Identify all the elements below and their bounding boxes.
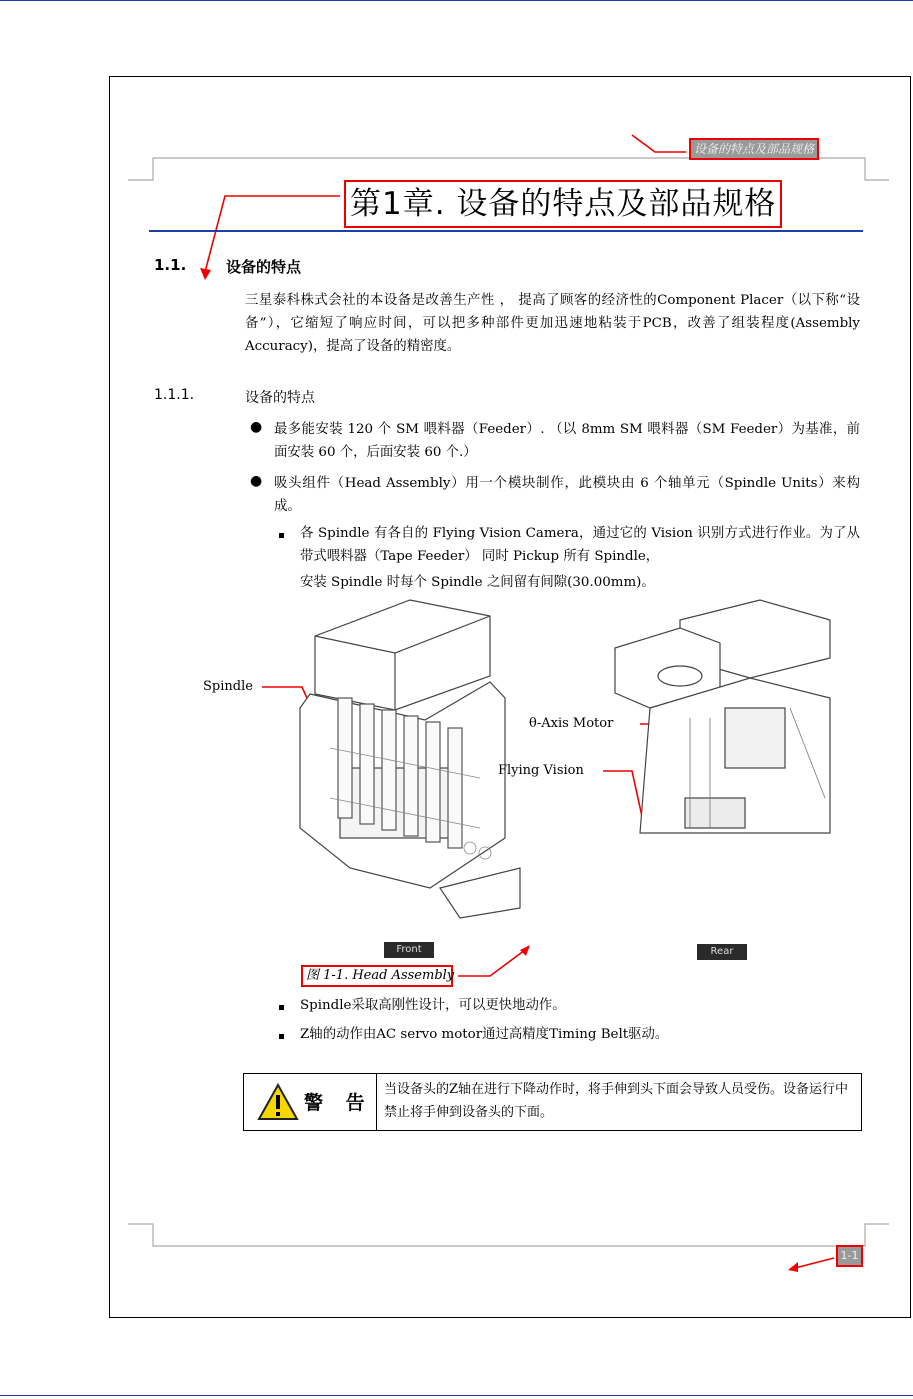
page-number: 1-1 xyxy=(836,1245,863,1267)
subsection-title: 设备的特点 xyxy=(245,390,315,406)
figure-caption: 图 1-1. Head Assembly xyxy=(301,965,453,987)
feature-bullet: 吸头组件（Head Assembly）用一个模块制作，此模块由 6 个轴单元（Spindle Units）来构成。 xyxy=(274,476,860,514)
running-header: 设备的特点及部品规格 xyxy=(689,138,819,160)
header-rule xyxy=(128,158,889,180)
footer-rule xyxy=(128,1224,889,1246)
warning-label: 警 告 xyxy=(304,1092,373,1114)
section-number: 1.1. xyxy=(154,256,187,274)
arrowhead-page xyxy=(788,1262,798,1272)
sub-bullet-square xyxy=(279,1005,284,1010)
head-assembly-front-drawing xyxy=(290,598,530,928)
warning-box xyxy=(243,1073,862,1131)
section-paragraph: 三星泰科株式会社的本设备是改善生产性 ， 提高了顾客的经济性的Component Placer（以下称“设备”），它缩短了响应时间，可以把多种部件更加迅速地粘装于PCB，改善了组装程度(Assembly Accuracy)，提高了设备的精密度。 xyxy=(245,293,860,354)
tag-front: Front xyxy=(384,942,434,958)
head-assembly-rear-drawing xyxy=(610,598,832,838)
sub-bullet: 各 Spindle 有各自的 Flying Vision Camera，通过它的 Vision 识别方式进行作业。为了从带式喂料器（Tape Feeder） 同时 Pickup 所有 Spindle， xyxy=(300,526,860,564)
bullet-dot: ● xyxy=(250,473,263,489)
annotation-arrow-page xyxy=(795,1258,834,1268)
after-bullet: Z轴的动作由AC servo motor通过高精度Timing Belt驱动。 xyxy=(300,1027,669,1042)
sub-bullet-square xyxy=(279,1034,284,1039)
label-spindle: Spindle xyxy=(203,679,253,694)
chapter-rule xyxy=(149,230,863,232)
label-axis-motor: θ-Axis Motor xyxy=(529,716,614,731)
annotation-arrow-caption xyxy=(458,950,525,976)
tag-rear: Rear xyxy=(697,944,747,960)
bullet-dot: ● xyxy=(250,419,263,435)
annotation-arrow-header xyxy=(632,135,686,152)
warning-icon xyxy=(257,1083,299,1121)
sub-bullet-continuation: 安装 Spindle 时每个 Spindle 之间留有间隙(30.00mm)。 xyxy=(300,575,655,590)
subsection-number: 1.1.1. xyxy=(154,387,195,403)
feature-bullet: 最多能安装 120 个 SM 喂料器（Feeder）. （以 8mm SM 喂料器（SM Feeder）为基准，前面安装 60 个，后面安装 60 个.） xyxy=(274,422,860,460)
arrowhead-caption xyxy=(520,945,530,956)
sub-bullet-square xyxy=(279,533,284,538)
after-bullet: Spindle采取高刚性设计，可以更快地动作。 xyxy=(300,998,566,1013)
chapter-title: 第1章. 设备的特点及部品规格 xyxy=(344,180,782,228)
label-flying-vision: Flying Vision xyxy=(498,763,584,778)
warning-label-cell xyxy=(244,1074,377,1130)
warning-text: 当设备头的Z轴在进行下降动作时，将手伸到头下面会导致人员受伤。设备运行中禁止将手伸到设备头的下面。 xyxy=(384,1082,849,1120)
section-title: 设备的特点 xyxy=(226,258,302,276)
arrowhead-chapter xyxy=(200,268,211,280)
